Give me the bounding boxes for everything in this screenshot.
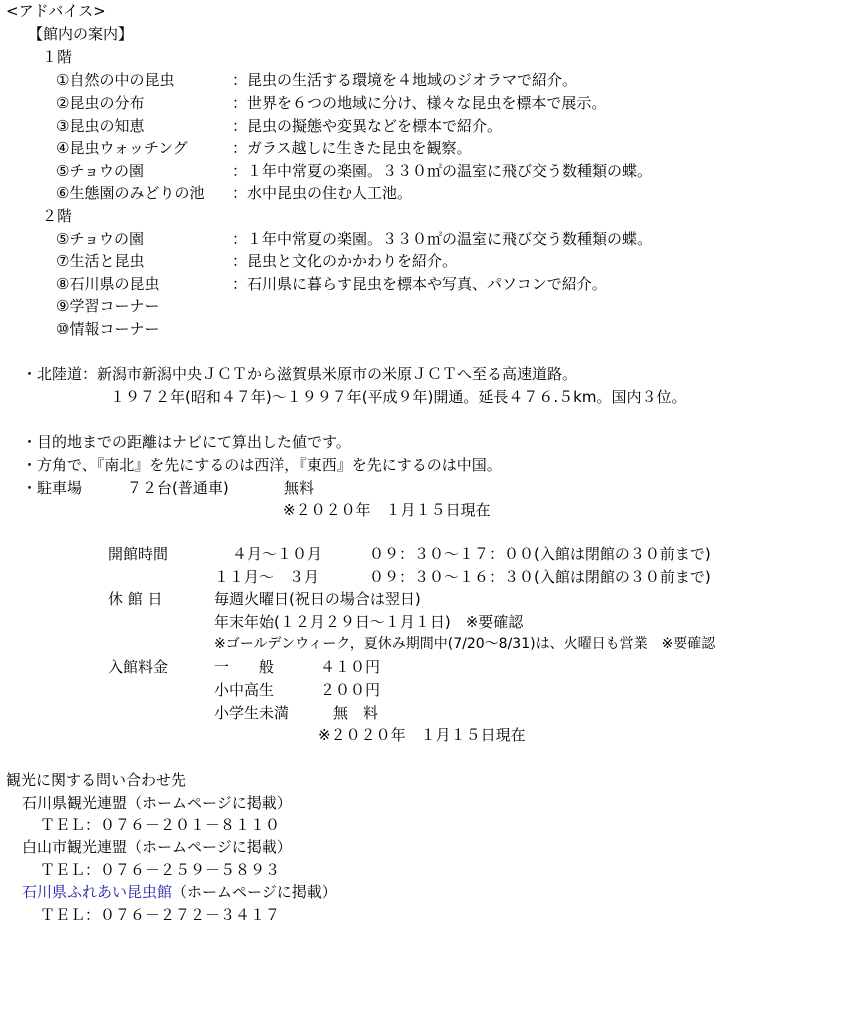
fee-price: ２００円 [320, 681, 381, 699]
fee-label: 入館料金 [108, 658, 169, 676]
fee-type: 小中高生 [214, 681, 275, 699]
floor2-label: ２階 [42, 207, 73, 225]
contact-suffix: （ホームページに掲載） [172, 883, 337, 901]
exhibit-desc: ：ガラス越しに生きた昆虫を観察。 [232, 139, 472, 157]
exhibit-name: ②昆虫の分布 [56, 94, 145, 112]
fee-price: 無 料 [333, 704, 379, 722]
exhibit-name: ④昆虫ウォッチング [56, 139, 188, 157]
distance-note: ・目的地までの距離はナビにて算出した値です。 [22, 433, 351, 451]
parking-count: ７２台(普通車) [127, 479, 229, 497]
fee-type: 一 般 [214, 658, 275, 676]
hours-period: ４月～１０月 [232, 545, 323, 563]
exhibit-desc: ：１年中常夏の楽園。３３０㎡の温室に飛び交う数種類の蝶。 [232, 230, 653, 248]
exhibit-desc: ：１年中常夏の楽園。３３０㎡の温室に飛び交う数種類の蝶。 [232, 162, 653, 180]
hours-time: ０９：３０～１６：３０(入館は閉館の３０前まで) [369, 568, 711, 586]
exhibit-name: ⑨学習コーナー [56, 297, 160, 315]
parking-asof: ※２０２０年 １月１５日現在 [283, 501, 491, 519]
parking-fee: 無料 [284, 479, 315, 497]
parking-label: ・駐車場 [22, 479, 83, 497]
exhibit-name: ⑧石川県の昆虫 [56, 275, 160, 293]
hokuriku-note: ・北陸道：新潟市新潟中央ＪＣＴから滋賀県米原市の米原ＪＣＴへ至る高速道路。 [22, 365, 578, 383]
hours-period: １１月～ ３月 [214, 568, 320, 586]
exhibit-name: ⑦生活と昆虫 [56, 252, 145, 270]
contact-row [22, 881, 337, 903]
exhibit-desc: ：昆虫と文化のかかわりを紹介。 [232, 252, 458, 270]
exhibit-desc: ：水中昆虫の住む人工池。 [232, 184, 413, 202]
guide-heading: 【館内の案内】 [28, 25, 134, 43]
contact-name: 白山市観光連盟（ホームページに掲載） [22, 838, 292, 856]
advice-title: <アドバイス> [6, 2, 106, 20]
exhibit-name: ③昆虫の知恵 [56, 117, 145, 135]
closed-day: ※ゴールデンウィーク，夏休み期間中(7/20～8/31)は、火曜日も営業 ※要確認 [214, 636, 716, 652]
info-asof: ※２０２０年 １月１５日現在 [318, 726, 526, 744]
closed-day: 毎週火曜日(祝日の場合は翌日) [214, 590, 421, 608]
hours-label: 開館時間 [108, 545, 169, 563]
direction-note: ・方角で、『南北』を先にするのは西洋，『東西』を先にするのは中国。 [22, 456, 502, 474]
exhibit-name: ⑥生態園のみどりの池 [56, 184, 205, 202]
closed-label: 休 館 日 [108, 590, 163, 608]
fee-type: 小学生未満 [214, 704, 290, 722]
hokuriku-note-detail: １９７２年(昭和４７年)～１９９７年(平成９年)開通。延長４７６.５km。国内３位。 [110, 388, 687, 406]
exhibit-desc: ：世界を６つの地域に分け、様々な昆虫を標本で展示。 [232, 94, 607, 112]
fee-price: ４１０円 [320, 658, 381, 676]
contact-tel: ＴＥＬ：０７６－２７２－３４１７ [40, 906, 281, 924]
insect-museum-link[interactable]: 石川県ふれあい昆虫館 [22, 883, 173, 901]
contact-tel: ＴＥＬ：０７６－２５９－５８９３ [40, 861, 281, 879]
hours-time: ０９：３０～１７：００(入館は閉館の３０前まで) [369, 545, 711, 563]
exhibit-name: ①自然の中の昆虫 [56, 71, 175, 89]
exhibit-name: ⑤チョウの園 [56, 230, 144, 248]
contacts-title: 観光に関する問い合わせ先 [6, 771, 187, 789]
exhibit-name: ⑤チョウの園 [56, 162, 144, 180]
contact-name: 石川県観光連盟（ホームページに掲載） [22, 794, 292, 812]
floor1-label: １階 [42, 48, 73, 66]
exhibit-desc: ：昆虫の擬態や変異などを標本で紹介。 [232, 117, 503, 135]
contact-tel: ＴＥＬ：０７６－２０１－８１１０ [40, 816, 281, 834]
exhibit-desc: ：石川県に暮らす昆虫を標本や写真、パソコンで紹介。 [232, 275, 607, 293]
closed-day: 年末年始(１２月２９日～１月１日) ※要確認 [214, 613, 524, 631]
exhibit-name: ⑩情報コーナー [56, 320, 160, 338]
exhibit-desc: ：昆虫の生活する環境を４地域のジオラマで紹介。 [232, 71, 578, 89]
